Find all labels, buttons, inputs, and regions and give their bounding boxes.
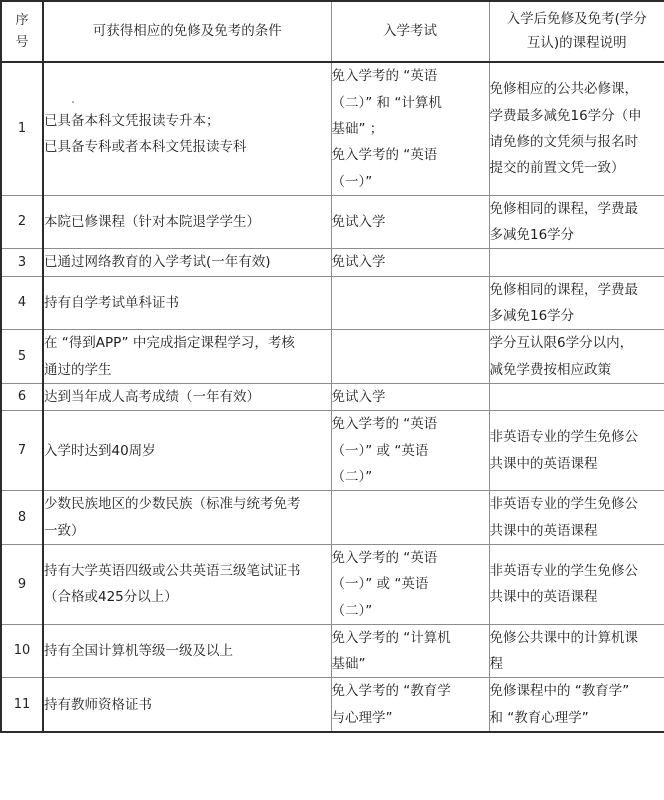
cell-course-note-line: 免修相应的公共必修课， — [489, 81, 638, 98]
cell-conditions-line: 持有自学考试单科证书 — [44, 294, 179, 311]
column-header-sequence — [1, 1, 43, 62]
cell-entrance-exam — [331, 491, 489, 545]
table-row — [1, 411, 664, 491]
cell-conditions — [43, 544, 331, 624]
cell-conditions — [43, 330, 331, 384]
cell-entrance-exam — [331, 411, 489, 491]
cell-conditions-line: 达到当年成人高考成绩（一年有效） — [44, 389, 260, 405]
table-row — [1, 384, 664, 411]
cell-course-note-line: 请免修的文凭须与报名时 — [489, 134, 638, 151]
cell-entrance-exam-line: （一）” 或 “英语 — [331, 576, 429, 593]
cell-entrance-exam-line: 免入学考的 “英语 — [331, 549, 438, 566]
column-header-entrance-exam: 入学考试 — [331, 1, 489, 62]
cell-entrance-exam — [331, 276, 489, 330]
cell-course-note-line: 和 “教育心理学” — [489, 709, 589, 726]
cell-course-note — [489, 276, 664, 330]
table-row — [1, 330, 664, 384]
table-row — [1, 195, 664, 249]
row-sequence-number: 1 — [1, 62, 43, 195]
cell-conditions-line: 入学时达到40周岁 — [44, 442, 156, 459]
cell-entrance-exam — [331, 62, 489, 195]
cell-entrance-exam-line: 免试入学 — [331, 254, 386, 271]
row-sequence-number: 9 — [1, 544, 43, 624]
cell-entrance-exam — [331, 624, 489, 678]
cell-course-note-line: 程 — [489, 656, 503, 673]
cell-entrance-exam-line: （二）” — [331, 468, 373, 485]
cell-conditions — [43, 411, 331, 491]
cell-conditions — [43, 624, 331, 678]
cell-course-note-line: 学费最多减免16学分（申 — [489, 107, 642, 124]
column-header-conditions: 可获得相应的免修及免考的条件 — [43, 1, 331, 62]
table-row — [1, 249, 664, 276]
cell-course-note — [489, 544, 664, 624]
cell-conditions — [43, 62, 331, 195]
cell-entrance-exam-line: （一）” — [331, 173, 373, 190]
column-header-course-note — [489, 1, 664, 62]
cell-conditions-line: 已具备专科或者本科文凭报读专科 — [44, 139, 247, 156]
table-body — [1, 62, 664, 732]
cell-course-note-line: 免修课程中的 “教育学” — [489, 683, 630, 700]
cell-entrance-exam — [331, 330, 489, 384]
cell-conditions — [43, 249, 331, 276]
cell-entrance-exam-line: 免试入学 — [331, 213, 386, 230]
row-sequence-number: 11 — [1, 678, 43, 732]
cell-course-note — [489, 62, 664, 195]
cell-course-note — [489, 330, 664, 384]
cell-conditions — [43, 195, 331, 249]
cell-conditions-line: 一致） — [44, 522, 85, 539]
cell-course-note-line: 共课中的英语课程 — [489, 455, 598, 472]
row-sequence-number: 10 — [1, 624, 43, 678]
row-sequence-number: 3 — [1, 249, 43, 276]
cell-entrance-exam-line: 免入学考的 “英语 — [331, 416, 438, 433]
cell-conditions-line: 少数民族地区的少数民族（标准与统考免考 — [44, 496, 301, 513]
cell-course-note-line: 非英语专业的学生免修公 — [489, 496, 638, 513]
cell-entrance-exam-line: （二）” 和 “计算机 — [331, 94, 442, 111]
table-row — [1, 491, 664, 545]
cell-entrance-exam — [331, 249, 489, 276]
column-header-sequence-line1: 序 — [15, 12, 29, 28]
cell-course-note-line: 多减免16学分 — [489, 308, 575, 325]
row-sequence-number: 4 — [1, 276, 43, 330]
cell-course-note — [489, 678, 664, 732]
cell-conditions-line: 持有全国计算机等级一级及以上 — [44, 642, 233, 659]
cell-course-note-line: 共课中的英语课程 — [489, 589, 598, 606]
cell-course-note — [489, 411, 664, 491]
cell-entrance-exam — [331, 384, 489, 411]
cell-entrance-exam-line: 与心理学” — [331, 709, 393, 726]
cell-course-note-line: 减免学费按相应政策 — [489, 361, 611, 378]
column-header-sequence-line2: 号 — [15, 34, 29, 50]
table-row — [1, 62, 664, 195]
cell-course-note-line: 免修公共课中的计算机课 — [489, 629, 638, 646]
cell-conditions-line: 已通过网络教育的入学考试(一年有效) — [44, 254, 271, 271]
cell-entrance-exam-line: （二）” — [331, 602, 373, 619]
cell-conditions — [43, 276, 331, 330]
table-header — [1, 1, 664, 62]
cell-course-note — [489, 195, 664, 249]
cell-entrance-exam-line: 免入学考的 “教育学 — [331, 683, 451, 700]
table-row — [1, 544, 664, 624]
row-sequence-number: 6 — [1, 384, 43, 411]
cell-entrance-exam — [331, 195, 489, 249]
table-row — [1, 624, 664, 678]
cell-entrance-exam — [331, 678, 489, 732]
cell-conditions-line: 通过的学生 — [44, 361, 112, 378]
cell-course-note — [489, 249, 664, 276]
table-row — [1, 276, 664, 330]
cell-conditions — [43, 384, 331, 411]
row-sequence-number: 7 — [1, 411, 43, 491]
column-header-course-note-line2: 互认)的课程说明 — [526, 34, 627, 51]
header-row — [1, 1, 664, 62]
cell-entrance-exam-line: （一）” 或 “英语 — [331, 442, 429, 459]
cell-course-note-line: 多减免16学分 — [489, 227, 575, 244]
cell-conditions — [43, 678, 331, 732]
row-sequence-number: 2 — [1, 195, 43, 249]
cell-course-note-line: 非英语专业的学生免修公 — [489, 429, 638, 446]
cell-course-note — [489, 491, 664, 545]
cell-conditions — [43, 491, 331, 545]
cell-course-note-line: 免修相同的课程，学费最 — [489, 200, 638, 217]
row-sequence-number: 5 — [1, 330, 43, 384]
cell-entrance-exam-line: 免入学考的 “英语 — [331, 147, 438, 164]
cell-course-note-line: 免修相同的课程，学费最 — [489, 281, 638, 298]
cell-conditions-line: 已具备本科文凭报读专升本； — [44, 112, 220, 129]
cell-course-note-line: 学分互认限6学分以内， — [489, 335, 634, 352]
scan-artifact-speck — [44, 98, 331, 108]
cell-course-note-line: 共课中的英语课程 — [489, 522, 598, 539]
cell-course-note — [489, 384, 664, 411]
cell-entrance-exam-line: 免试入学 — [331, 389, 386, 405]
cell-entrance-exam-line: 免入学考的 “计算机 — [331, 629, 451, 646]
cell-course-note-line: 提交的前置文凭一致） — [489, 160, 625, 177]
cell-conditions-line: 持有大学英语四级或公共英语三级笔试证书 — [44, 563, 301, 580]
cell-conditions-line: 在 “得到APP” 中完成指定课程学习，考核 — [44, 335, 295, 352]
table-row — [1, 678, 664, 732]
cell-conditions-line: 持有教师资格证书 — [44, 696, 152, 713]
cell-conditions-line: 本院已修课程（针对本院退学学生） — [44, 213, 260, 230]
row-sequence-number: 8 — [1, 491, 43, 545]
cell-entrance-exam-line: 基础” ； — [331, 120, 384, 137]
cell-entrance-exam-line: 免入学考的 “英语 — [331, 68, 438, 85]
cell-entrance-exam-line: 基础” — [331, 656, 366, 673]
cell-entrance-exam — [331, 544, 489, 624]
column-header-course-note-line1: 入学后免修及免考(学分 — [506, 11, 647, 27]
cell-conditions-line: （合格或425分以上） — [44, 589, 178, 606]
cell-course-note — [489, 624, 664, 678]
cell-course-note-line: 非英语专业的学生免修公 — [489, 563, 638, 580]
